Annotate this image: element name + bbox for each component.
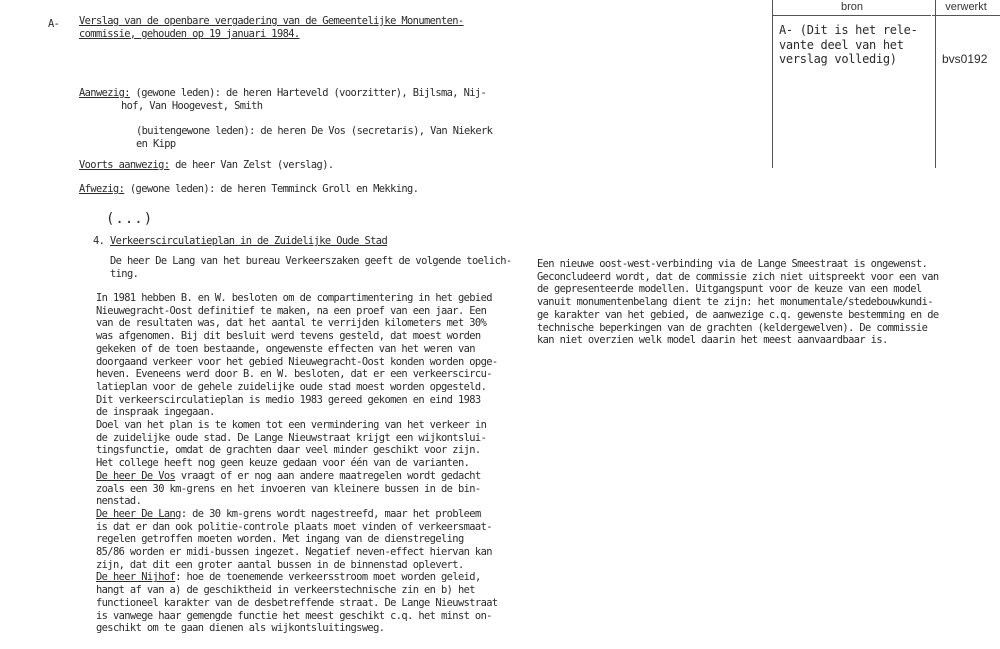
verwerkt-value: bvs0192 [942, 52, 988, 66]
aanwezig-line: hof, Van Hoogevest, Smith [121, 99, 263, 112]
intro-line: ting. [110, 267, 139, 280]
body-line [96, 432, 498, 445]
body-line [96, 419, 498, 432]
body-line [96, 292, 498, 305]
speaker-name: De heer De Vos [96, 469, 176, 482]
speaker-name: De heer Nijhof [96, 571, 176, 584]
minutes-body [96, 292, 498, 635]
body-line [96, 368, 498, 381]
intro-paragraph [110, 255, 512, 280]
afwezig-label: Afwezig: [79, 183, 125, 195]
intro-line: De heer De Lang van het bureau Verkeerszaken geeft de volgende toelich- [110, 255, 512, 267]
body-line [96, 457, 498, 470]
line-text: 85/86 worden er midi-bussen ingezet. Negatief neven-effect hiervan kan [96, 546, 492, 559]
line-text: In 1981 hebben B. en W. besloten om de compartimentering in het gebied [96, 292, 492, 304]
omission-marker: (...) [106, 211, 154, 227]
body-line [96, 394, 498, 407]
speaker-line [96, 470, 498, 483]
conclusion-line: technische beperkingen van de grachten (keldergewelven). De commissie [537, 321, 928, 334]
voorts-line [79, 159, 334, 172]
body-line [96, 521, 498, 534]
body-line [96, 444, 498, 457]
conclusion-line: de gepresenteerde modellen. Uitgangspunt voor de keuze van een model [537, 283, 922, 296]
body-line [96, 305, 498, 318]
table-divider-middle [935, 0, 936, 168]
body-line [96, 559, 498, 572]
line-text: doorgaand verkeer voor het gebied Nieuwegracht-Oost konden worden opge- [96, 355, 498, 368]
conclusion-line: vanuit monumentenbelang dient te zijn: het monumentale/stedebouwkundi- [537, 296, 933, 309]
minutes-conclusion [537, 258, 939, 347]
buiten-line: (buitengewone leden): de heren De Vos (secretaris), Van Niekerk [136, 125, 493, 137]
aanwezig-label: Aanwezig: [79, 87, 130, 99]
line-text: tingsfunctie, omdat de grachten daar veel minder geschikt voor zijn. [96, 444, 481, 457]
column-header-bron: bron [773, 0, 931, 16]
line-text: zijn, dat dit een groter aantal bussen in de binnenstad oplevert. [96, 558, 464, 571]
aanwezig-text: (gewone leden): de heren Harteveld (voorzitter), Bijlsma, Nij- [129, 87, 487, 99]
title-line: commissie, gehouden op 19 januari 1984. [79, 27, 300, 40]
attendance-aanwezig [79, 87, 486, 112]
section-number: 4. [93, 235, 105, 247]
body-line [96, 622, 498, 635]
body-line [96, 610, 498, 623]
buiten-line: en Kipp [136, 137, 176, 150]
line-text: was afgenomen. Bij dit besluit werd tevens gesteld, dat moest worden [96, 330, 481, 343]
body-line [96, 597, 498, 610]
afwezig-text: (gewone leden): de heren Temminck Groll en Mekking. [124, 183, 419, 195]
conclusion-line: Een nieuwe oost-west-verbinding via de Lange Smeestraat is ongewenst. [537, 258, 928, 270]
conclusion-line: ge karakter van het gebied, de aanwezige c.q. gewenste bestemming en de [537, 308, 939, 321]
section-heading [93, 235, 387, 248]
body-line [96, 381, 498, 394]
header-marker: A- [48, 18, 60, 30]
line-text: Dit verkeerscirculatieplan is medio 1983 gereed gekomen en eind 1983 [96, 393, 481, 406]
body-line [96, 330, 498, 343]
section-title: Verkeerscirculatieplan in de Zuidelijke Oude Stad [109, 235, 388, 247]
body-line [96, 533, 498, 546]
line-text: de zuidelijke oude stad. De Lange Nieuwstraat krijgt een wijkontslui- [96, 431, 487, 444]
line-text: van de resultaten was, dat het aantal te verrijden kilometers met 30% [96, 317, 487, 330]
table-divider-left [772, 0, 773, 168]
conclusion-line: Geconcludeerd wordt, dat de commissie zich niet uitspreekt voor een van [537, 270, 939, 283]
line-text: hangt af van a) de geschiktheid in verkeerstechnische zin en b) het [96, 584, 475, 597]
bron-cell [779, 23, 918, 67]
line-text: latieplan voor de gehele zuidelijke oude stad moest worden opgesteld. [96, 380, 487, 393]
body-line [96, 584, 498, 597]
line-text: is dat er dan ook politie-controle plaats moet vinden of verkeersmaat- [96, 520, 492, 533]
aanwezig-line [79, 87, 486, 100]
body-line [96, 317, 498, 330]
line-text: vraagt of er nog aan andere maatregelen wordt gedacht [175, 469, 481, 482]
line-text: is vanwege haar gemengde functie het meest geschikt c.q. het minst on- [96, 609, 492, 622]
speaker-name: De heer De Lang [96, 507, 181, 520]
body-line [96, 483, 498, 496]
attendance-buitengewoon [136, 125, 492, 150]
line-text: nenstad. [96, 495, 142, 508]
line-text: de inspraak ingegaan. [96, 406, 215, 419]
afwezig-line [79, 183, 418, 196]
voorts-text: de heer Van Zelst (verslag). [169, 159, 334, 171]
line-text: heven. Eveneens werd door B. en W. besloten, dat er een verkeerscircu- [96, 368, 492, 381]
speaker-line [96, 508, 498, 521]
bron-line: A- (Dit is het rele- [779, 23, 918, 37]
line-text: : hoe de toenemende verkeersstroom moet worden geleid, [175, 571, 481, 584]
line-text: Nieuwegracht-Oost definitief te maken, na een proef van een jaar. Een [96, 304, 487, 317]
speaker-line [96, 571, 498, 584]
line-text: functioneel karakter van de desbetreffende straat. De Lange Nieuwstraat [96, 596, 498, 609]
body-line [96, 356, 498, 369]
title-line: Verslag van de openbare vergadering van de Gemeentelijke Monumenten- [79, 15, 464, 27]
bron-line: vante deel van het [779, 37, 904, 52]
line-text: gekeken of de toen bestaande, ongewenste effecten van het weren van [96, 342, 475, 355]
conclusion-line: kan niet overzien welk model daarin het meest aanvaardbaar is. [537, 334, 888, 347]
attendance-afwezig [79, 183, 418, 196]
line-text: : de 30 km-grens wordt nagestreefd, maar het probleem [180, 507, 481, 520]
attendance-voorts [79, 159, 334, 172]
voorts-label: Voorts aanwezig: [79, 159, 170, 171]
line-text: zoals een 30 km-grens en het invoeren van kleinere bussen in de bin- [96, 482, 481, 495]
body-line [96, 495, 498, 508]
bron-line: verslag volledig) [779, 52, 897, 66]
body-line [96, 546, 498, 559]
body-line [96, 406, 498, 419]
line-text: Doel van het plan is te komen tot een vermindering van het verkeer in [96, 419, 487, 432]
line-text: regelen getroffen moeten worden. Met ingang van de dienstregeling [96, 533, 464, 546]
body-line [96, 343, 498, 356]
line-text: Het college heeft nog geen keuze gedaan voor één van de varianten. [96, 457, 470, 470]
line-text: geschikt om te gaan dienen als wijkontsluitingsweg. [96, 622, 385, 635]
column-header-verwerkt: verwerkt [932, 0, 1000, 16]
document-title [79, 15, 464, 40]
